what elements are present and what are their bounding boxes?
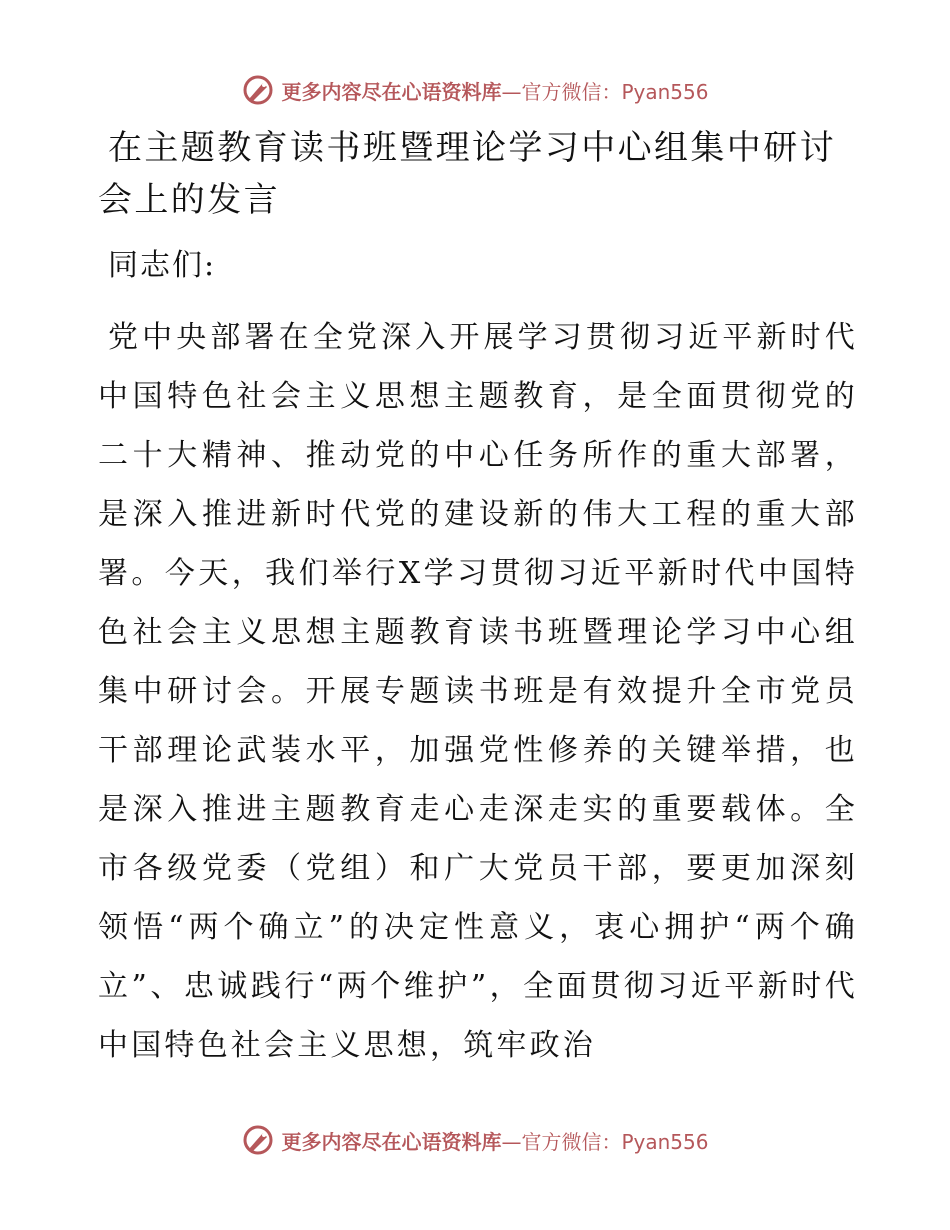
pen-logo-icon — [241, 1123, 275, 1157]
watermark-banner-bottom — [0, 1120, 950, 1160]
body-paragraph: 党中央部署在全党深入开展学习贯彻习近平新时代中国特色社会主义思想主题教育，是全面贯彻党的二十大精神、推动党的中心任务所作的重大部署，是深入推进新时代党的建设新的伟大工程的重大部署。今天，我们举行X学习贯彻习近平新时代中国特色社会主义思想主题教育读书班暨理论学习中心组集中研讨会。开展专题读书班是有效提升全市党员干部理论武装水平，加强党性修养的关键举措，也是深入推进主题教育走心走深走实的重要载体。全市各级党委（党组）和广大党员干部，要更加深刻领悟“两个确立”的决定性意义，衷心拥护“两个确立”、忠诚践行“两个维护”，全面贯彻习近平新时代中国特色社会主义思想，筑牢政治 — [98, 320, 858, 1063]
watermark-text: 更多内容尽在心语资料库—官方微信：Pyan556 — [281, 79, 709, 104]
watermark-banner-top — [0, 70, 950, 110]
watermark-text: 更多内容尽在心语资料库—官方微信：Pyan556 — [281, 1129, 709, 1154]
greeting: 同志们: — [108, 248, 217, 283]
document-body — [98, 122, 858, 1075]
pen-logo-icon — [241, 73, 275, 107]
document-title: 在主题教育读书班暨理论学习中心组集中研讨会上的发言 — [98, 128, 836, 220]
